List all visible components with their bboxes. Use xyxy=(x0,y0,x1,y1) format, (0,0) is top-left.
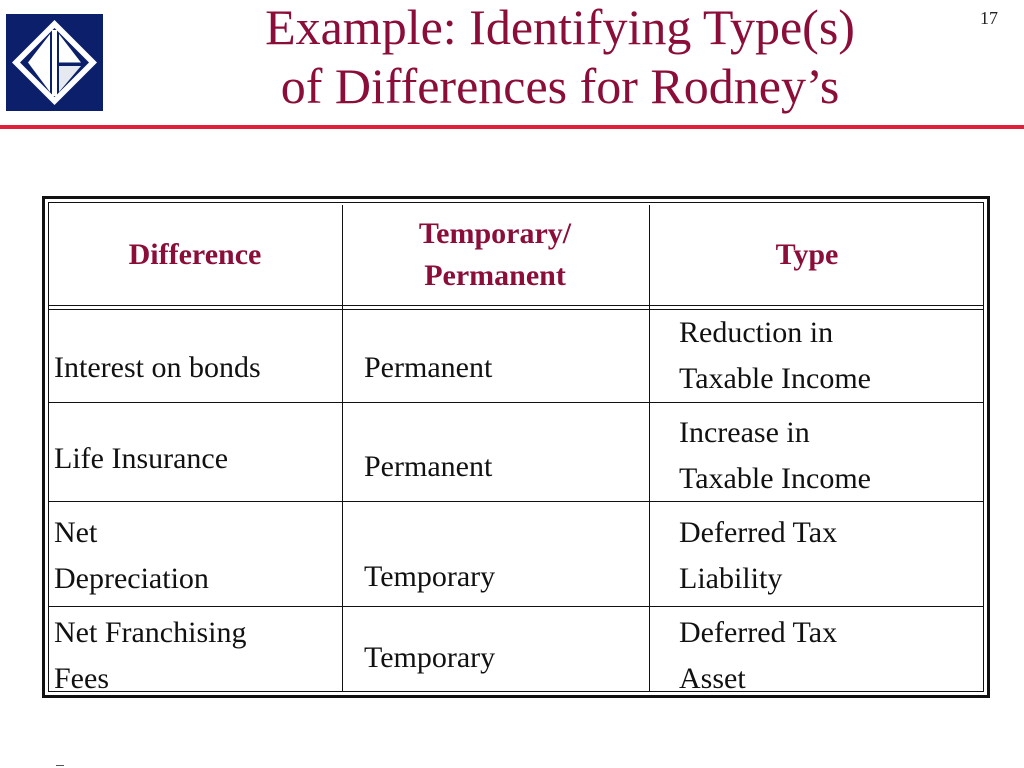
header-divider xyxy=(49,305,983,306)
row1-difference: Interest on bonds xyxy=(54,351,261,384)
row3-difference-line2: Depreciation xyxy=(54,562,209,595)
row-divider xyxy=(49,402,983,403)
row1-temp-perm: Permanent xyxy=(364,351,493,384)
corner-mark xyxy=(56,765,64,766)
row3-type-line1: Deferred Tax xyxy=(679,516,838,549)
differences-table xyxy=(42,196,990,698)
header-temp-perm-line2: Permanent xyxy=(424,259,566,292)
row2-type-line2: Taxable Income xyxy=(679,462,871,495)
row2-difference: Life Insurance xyxy=(54,442,229,475)
row-divider xyxy=(49,606,983,607)
title-line-2: of Differences for Rodney’s xyxy=(280,58,840,114)
row1-type-line2: Taxable Income xyxy=(679,362,871,395)
title-divider xyxy=(0,125,1024,129)
row3-type-line2: Liability xyxy=(679,562,783,595)
row3-temp-perm: Temporary xyxy=(364,560,496,593)
row3-type xyxy=(679,510,837,602)
row1-type xyxy=(679,310,871,402)
row4-difference-line1: Net Franchising xyxy=(54,616,247,649)
page-number: 17 xyxy=(980,8,998,28)
row2-type-line1: Increase in xyxy=(679,416,810,449)
column-divider xyxy=(342,205,343,691)
row2-type xyxy=(679,410,871,502)
row1-type-line1: Reduction in xyxy=(679,316,834,349)
row4-difference xyxy=(54,610,246,702)
slide-title xyxy=(120,0,1000,116)
row4-type xyxy=(679,610,837,702)
column-divider xyxy=(649,205,650,691)
header-temp-perm-line1: Temporary/ xyxy=(418,217,572,250)
header-temp-perm xyxy=(345,213,645,297)
row2-temp-perm: Permanent xyxy=(364,450,493,483)
row3-difference xyxy=(54,510,209,602)
row4-temp-perm: Temporary xyxy=(364,641,496,674)
row4-type-line2: Asset xyxy=(679,662,746,695)
header-difference: Difference xyxy=(128,238,262,271)
title-line-1: Example: Identifying Type(s) xyxy=(265,0,855,55)
header-type: Type xyxy=(775,238,839,271)
row4-type-line1: Deferred Tax xyxy=(679,616,838,649)
row4-difference-line2: Fees xyxy=(54,662,109,695)
logo-icon xyxy=(6,14,103,111)
row3-difference-line1: Net xyxy=(54,516,98,549)
